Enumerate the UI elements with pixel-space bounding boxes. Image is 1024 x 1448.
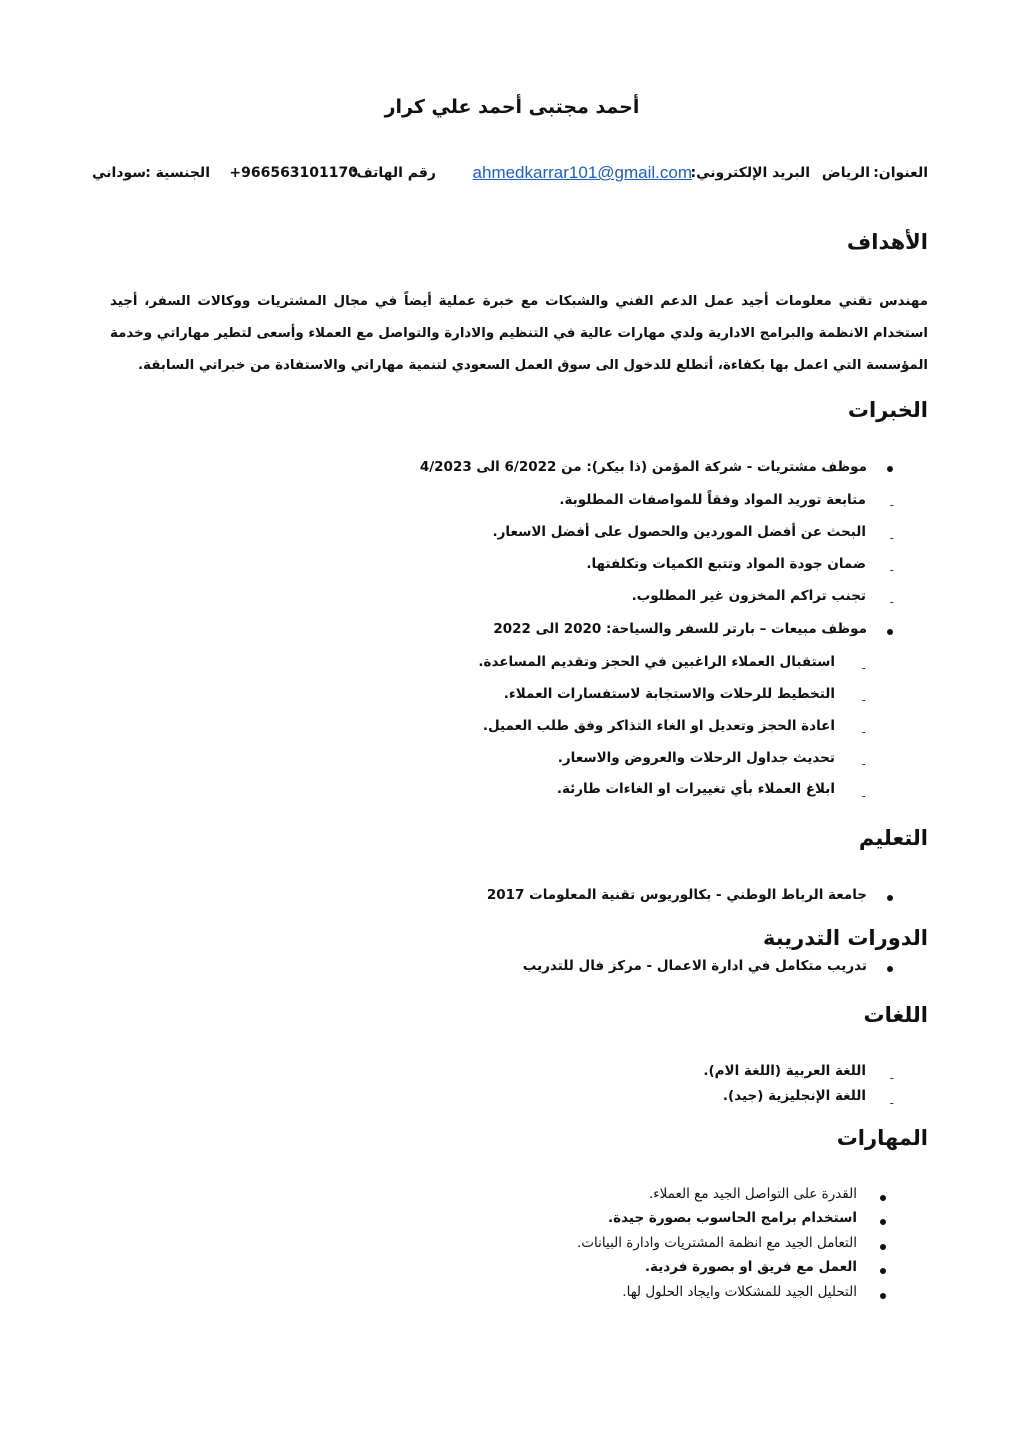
job-2-bullet-icon — [887, 629, 893, 635]
language-item: اللغة العربية (اللغة الام). — [703, 1063, 866, 1079]
full-name: أحمد مجتبى أحمد علي كرار — [384, 96, 640, 118]
course-bullet-icon — [887, 966, 893, 972]
job-1-task: تجنب تراكم المخزون غير المطلوب. — [631, 588, 866, 604]
experience-heading: الخبرات — [847, 398, 928, 422]
skill-bullet-icon — [880, 1195, 886, 1201]
dash-icon: - — [889, 563, 894, 577]
job-1-task: متابعة توريد المواد وفقاً للمواصفات المطلوبة. — [559, 492, 866, 508]
dash-icon: - — [861, 757, 866, 771]
dash-icon: - — [889, 531, 894, 545]
skill-item: العمل مع فريق او بصورة فردية. — [644, 1259, 857, 1275]
contact-line — [92, 163, 928, 191]
dash-icon: - — [889, 1071, 894, 1085]
skill-bullet-icon — [880, 1244, 886, 1250]
courses-heading: الدورات التدريبة — [762, 926, 928, 950]
education-heading: التعليم — [858, 826, 928, 850]
email-label: البريد الإلكتروني: — [690, 165, 810, 181]
education-item: جامعة الرباط الوطني - بكالوريوس تقنية المعلومات 2017 — [486, 887, 867, 903]
email-link[interactable]: ahmedkarrar101@gmail.com — [472, 163, 692, 182]
phone-label: رقم الهاتف: — [350, 165, 436, 181]
dash-icon: - — [889, 1096, 894, 1110]
languages-heading: اللغات — [863, 1003, 928, 1027]
dash-icon: - — [861, 725, 866, 739]
skill-bullet-icon — [880, 1293, 886, 1299]
skill-item: التحليل الجيد للمشكلات وايجاد الحلول لها. — [622, 1284, 857, 1300]
objectives-text: مهندس تقني معلومات أجيد عمل الدعم الفني والشبكات مع خبرة عملية أيضاً في مجال المشتريات ووكالات السفر، أجيد استخدام الانظمة والبرامج الادارية ولدي مهارات عالية في التنظيم والادارة والتواصل مع العملاء وأسعى لتطير مهاراتي وخدمة المؤسسة التي اعمل بها بكفاءة، أتطلع للدخول الى سوق العمل السعودي لتنمية مهاراتي والاستفادة من خبراتي السابقة. — [110, 294, 928, 373]
phone-value: +966563101170 — [229, 165, 358, 181]
address-value: الرياض — [821, 165, 870, 181]
job-2-task: تحديث جداول الرحلات والعروض والاسعار. — [557, 750, 835, 766]
education-bullet-icon — [887, 895, 893, 901]
course-item: تدريب متكامل في ادارة الاعمال - مركز فال للتدريب — [522, 958, 867, 974]
dash-icon: - — [861, 661, 866, 675]
skills-heading: المهارات — [836, 1126, 928, 1150]
job-1-task: البحث عن أفضل الموردين والحصول على أفضل الاسعار. — [492, 524, 866, 540]
dash-icon: - — [861, 693, 866, 707]
skill-item: القدرة على التواصل الجيد مع العملاء. — [649, 1186, 857, 1202]
nationality-value: سوداني — [92, 165, 146, 181]
dash-icon: - — [889, 595, 894, 609]
skill-item: استخدام برامج الحاسوب بصورة جيدة. — [608, 1210, 857, 1226]
objectives-heading: الأهداف — [846, 230, 928, 254]
job-2-task: اعادة الحجز وتعديل او الغاء التذاكر وفق طلب العميل. — [482, 718, 835, 734]
language-item: اللغة الإنجليزية (جيد). — [722, 1088, 866, 1104]
job-2-task: ابلاغ العملاء بأي تغييرات او الغاءات طارئة. — [556, 781, 835, 797]
job-2-task: استقبال العملاء الراغبين في الحجز وتقديم المساعدة. — [478, 654, 835, 670]
nationality-label: الجنسية : — [145, 165, 210, 181]
skill-bullet-icon — [880, 1268, 886, 1274]
address-label: العنوان: — [873, 165, 928, 181]
skill-bullet-icon — [880, 1219, 886, 1225]
dash-icon: - — [889, 498, 894, 512]
job-1-task: ضمان جودة المواد وتتبع الكميات وتكلفتها. — [586, 556, 866, 572]
job-1-bullet-icon — [887, 466, 893, 472]
job-1-title: موظف مشتريات - شركة المؤمن (ذا بيكر): من 6/2022 الى 4/2023 — [419, 459, 867, 475]
job-2-title: موظف مبيعات – بارتر للسفر والسياحة: 2020 الى 2022 — [493, 621, 867, 637]
skill-item: التعامل الجيد مع انظمة المشتريات وادارة البيانات. — [577, 1235, 857, 1251]
job-2-task: التخطيط للرحلات والاستجابة لاستفسارات العملاء. — [503, 686, 835, 702]
dash-icon: - — [861, 789, 866, 803]
